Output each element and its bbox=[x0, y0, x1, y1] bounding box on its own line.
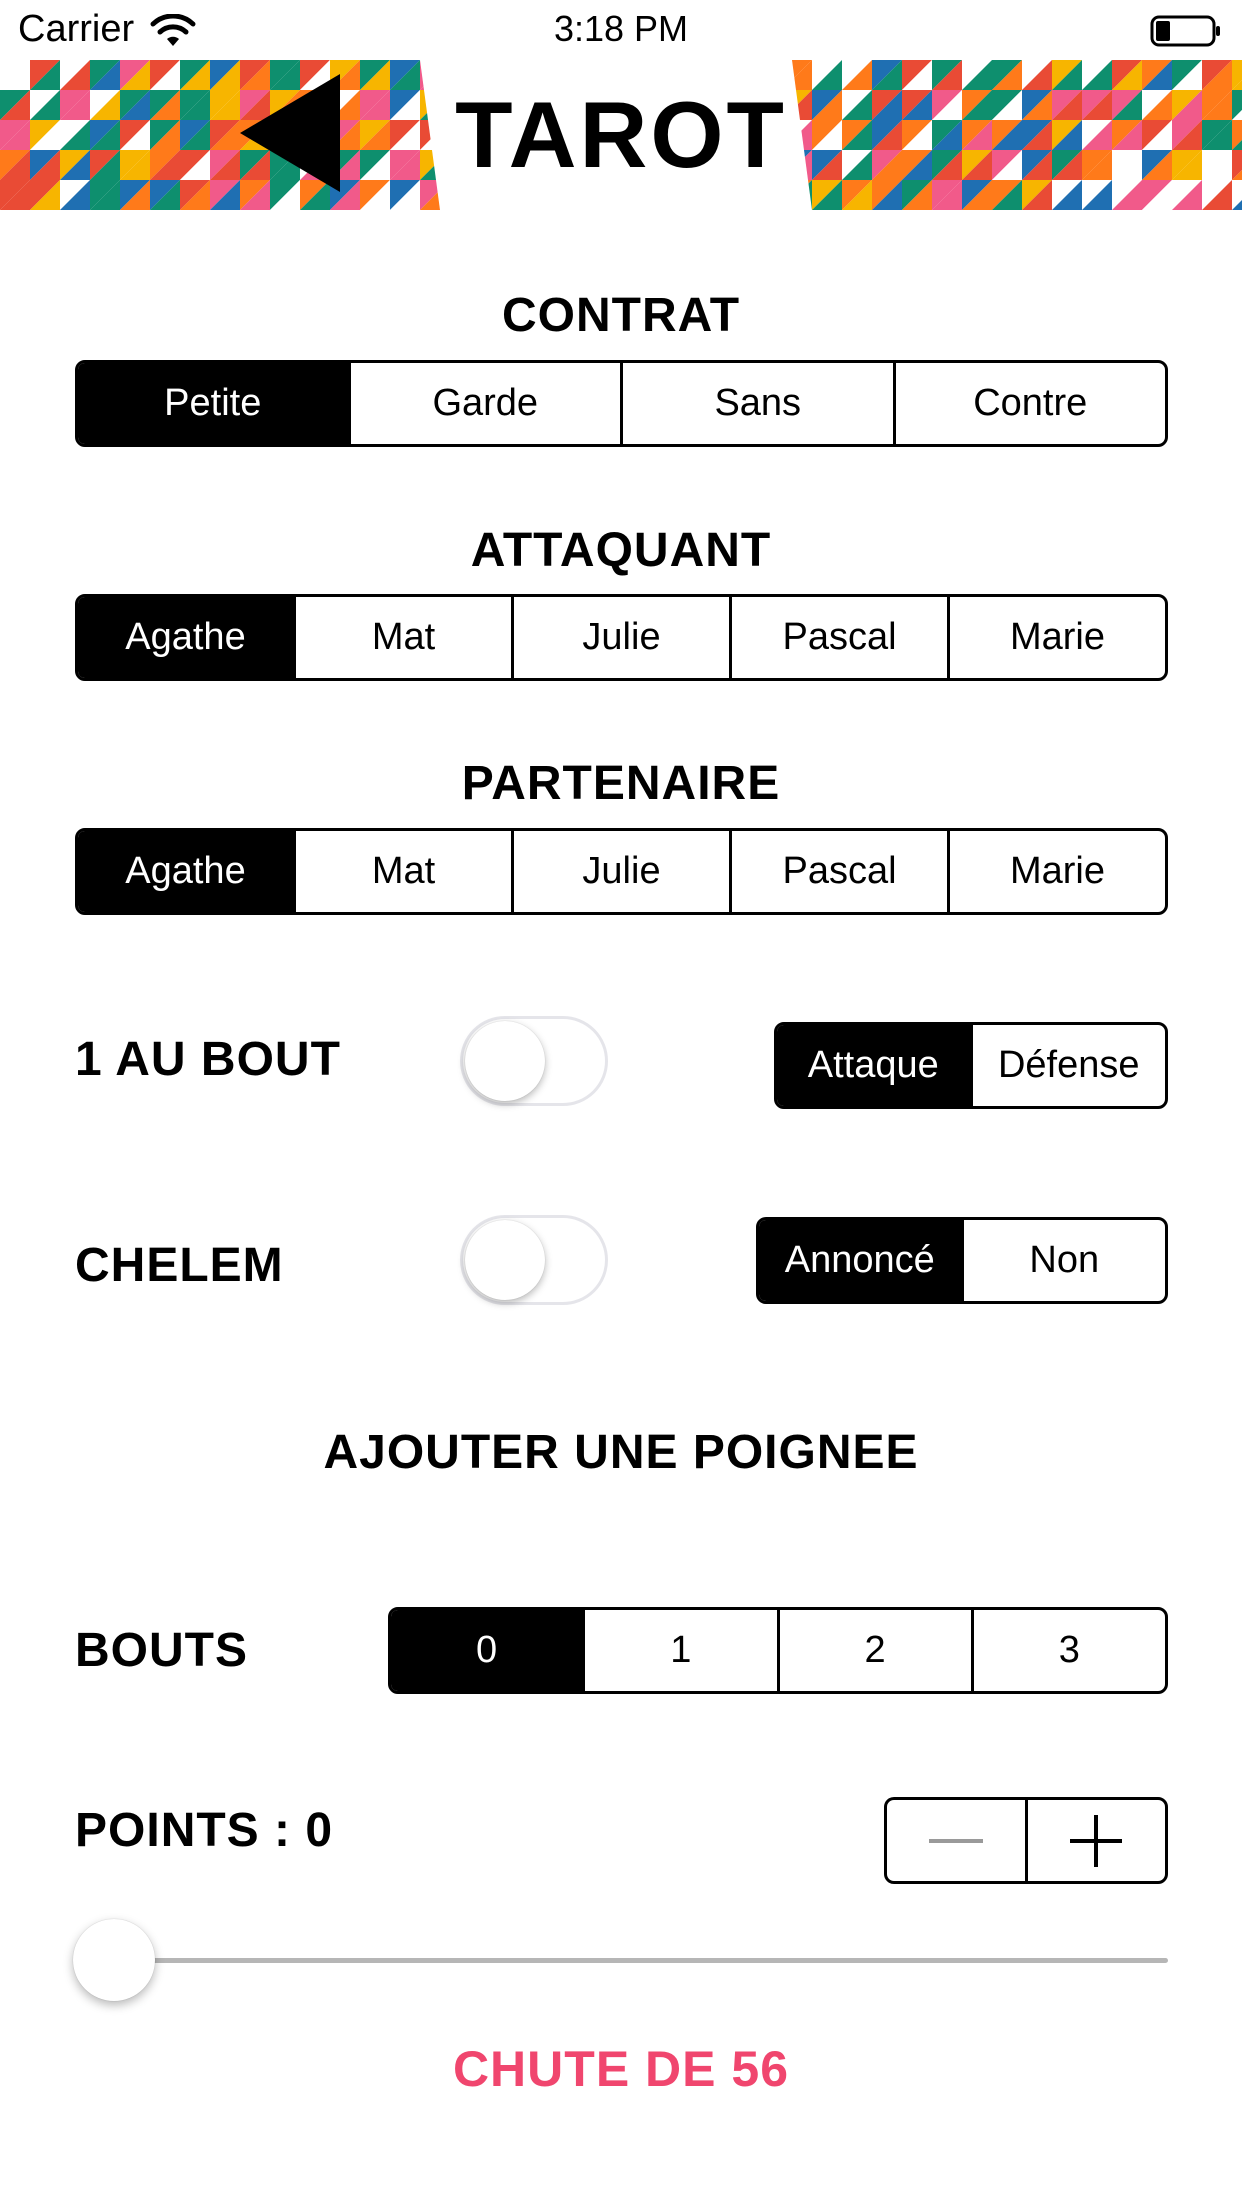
points-slider-track[interactable] bbox=[80, 1958, 1168, 1963]
contrat-option[interactable]: Petite bbox=[78, 363, 348, 444]
chelem-option[interactable]: Non bbox=[961, 1220, 1166, 1301]
attaquant-option[interactable]: Julie bbox=[511, 597, 729, 678]
bouts-option[interactable]: 0 bbox=[391, 1610, 582, 1691]
toggle-knob bbox=[465, 1220, 545, 1300]
header-pattern-left bbox=[0, 60, 450, 210]
poignee-title[interactable]: AJOUTER UNE POIGNEE bbox=[323, 1426, 919, 1479]
points-label: POINTS : 0 bbox=[75, 1804, 334, 1857]
bouts-option[interactable]: 3 bbox=[971, 1610, 1165, 1691]
bouts-segmented-control bbox=[388, 1607, 1168, 1694]
partenaire-option[interactable]: Marie bbox=[947, 831, 1165, 912]
app-title: TAROT bbox=[455, 82, 787, 187]
au-bout-label: 1 AU BOUT bbox=[75, 1033, 341, 1086]
chelem-label: CHELEM bbox=[75, 1239, 284, 1292]
au-bout-segmented-control bbox=[774, 1022, 1168, 1109]
attaquant-segmented-control bbox=[75, 594, 1168, 681]
bouts-option[interactable]: 2 bbox=[777, 1610, 971, 1691]
attaquant-title: ATTAQUANT bbox=[470, 524, 772, 577]
au-bout-option[interactable]: Défense bbox=[970, 1025, 1166, 1106]
contrat-option[interactable]: Contre bbox=[893, 363, 1166, 444]
chelem-option[interactable]: Annoncé bbox=[759, 1220, 961, 1301]
chelem-toggle[interactable] bbox=[460, 1215, 608, 1305]
contrat-option[interactable]: Sans bbox=[620, 363, 893, 444]
au-bout-toggle[interactable] bbox=[460, 1016, 608, 1106]
minus-icon bbox=[929, 1837, 983, 1845]
partenaire-option[interactable]: Agathe bbox=[78, 831, 293, 912]
decrement-button[interactable] bbox=[887, 1800, 1025, 1881]
points-slider-thumb[interactable] bbox=[73, 1919, 155, 2001]
result-label: CHUTE DE 56 bbox=[452, 2041, 790, 2097]
attaquant-option[interactable]: Agathe bbox=[78, 597, 293, 678]
attaquant-option[interactable]: Mat bbox=[293, 597, 511, 678]
points-stepper bbox=[884, 1797, 1168, 1884]
carrier-label: Carrier bbox=[18, 8, 135, 50]
au-bout-option[interactable]: Attaque bbox=[777, 1025, 970, 1106]
contrat-title: CONTRAT bbox=[501, 289, 741, 342]
partenaire-option[interactable]: Mat bbox=[293, 831, 511, 912]
partenaire-option[interactable]: Pascal bbox=[729, 831, 947, 912]
chelem-segmented-control bbox=[756, 1217, 1168, 1304]
partenaire-segmented-control bbox=[75, 828, 1168, 915]
status-bar bbox=[0, 0, 1242, 60]
status-time: 3:18 PM bbox=[553, 8, 689, 49]
header-pattern-right bbox=[782, 60, 1242, 210]
increment-button[interactable] bbox=[1025, 1800, 1166, 1881]
attaquant-option[interactable]: Pascal bbox=[729, 597, 947, 678]
attaquant-option[interactable]: Marie bbox=[947, 597, 1165, 678]
toggle-knob bbox=[465, 1021, 545, 1101]
bouts-option[interactable]: 1 bbox=[582, 1610, 776, 1691]
partenaire-option[interactable]: Julie bbox=[511, 831, 729, 912]
contrat-option[interactable]: Garde bbox=[348, 363, 621, 444]
contrat-segmented-control bbox=[75, 360, 1168, 447]
back-arrow-icon[interactable] bbox=[240, 72, 350, 194]
bouts-label: BOUTS bbox=[75, 1624, 248, 1677]
battery-icon bbox=[1150, 14, 1222, 48]
partenaire-title: PARTENAIRE bbox=[461, 757, 781, 810]
plus-icon bbox=[1070, 1815, 1122, 1867]
